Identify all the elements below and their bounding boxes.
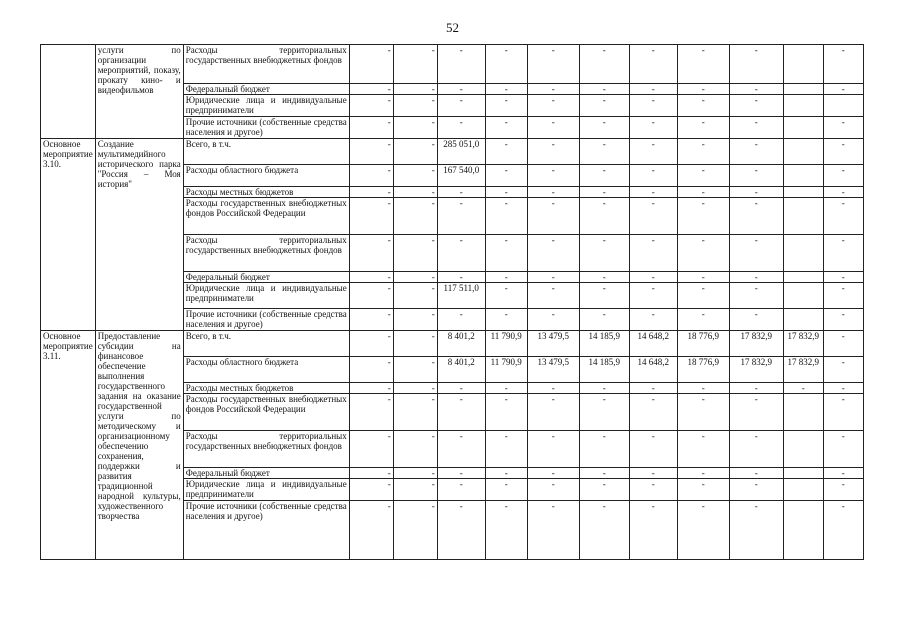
value-cell: - — [729, 95, 783, 117]
source-cell: Юридические лица и индивидуальные предприниматели — [183, 283, 349, 309]
value-cell: - — [823, 331, 863, 357]
source-cell: Федеральный бюджет — [183, 272, 349, 283]
value-cell: 17 832,9 — [783, 357, 823, 383]
value-cell: - — [527, 394, 579, 431]
value-cell: - — [677, 165, 729, 187]
page-number: 52 — [446, 20, 459, 35]
value-cell: - — [629, 139, 677, 165]
value-cell: - — [393, 479, 437, 501]
value-cell: - — [823, 187, 863, 198]
value-cell: - — [485, 139, 527, 165]
value-cell: - — [437, 187, 485, 198]
description-cell: Создание мультимедийного исторического парка "Россия – Моя история" — [95, 139, 183, 331]
value-cell: - — [485, 431, 527, 468]
value-cell: - — [437, 468, 485, 479]
description-cell: услуги по организации мероприятий, показу, прокату кино- и видеофильмов — [95, 45, 183, 139]
value-cell: - — [437, 45, 485, 84]
value-cell: - — [349, 501, 393, 560]
value-cell: - — [823, 383, 863, 394]
value-cell: - — [823, 117, 863, 139]
value-cell: 18 776,9 — [677, 357, 729, 383]
value-cell: - — [677, 45, 729, 84]
value-cell: - — [579, 165, 629, 187]
value-cell: - — [823, 198, 863, 235]
value-cell: - — [437, 431, 485, 468]
value-cell — [783, 198, 823, 235]
value-cell: - — [729, 309, 783, 331]
source-cell: Расходы государственных внебюджетных фондов Российской Федерации — [183, 394, 349, 431]
value-cell: 18 776,9 — [677, 331, 729, 357]
value-cell: - — [823, 235, 863, 272]
value-cell: - — [393, 357, 437, 383]
source-cell: Расходы территориальных государственных внебюджетных фондов — [183, 45, 349, 84]
value-cell: - — [485, 95, 527, 117]
value-cell: - — [579, 501, 629, 560]
value-cell: - — [393, 235, 437, 272]
value-cell: 11 790,9 — [485, 331, 527, 357]
value-cell: - — [437, 84, 485, 95]
value-cell: - — [393, 84, 437, 95]
value-cell: - — [629, 95, 677, 117]
value-cell: - — [527, 198, 579, 235]
value-cell: - — [393, 501, 437, 560]
value-cell — [783, 84, 823, 95]
value-cell: - — [579, 198, 629, 235]
value-cell: - — [437, 394, 485, 431]
value-cell: - — [527, 283, 579, 309]
value-cell: - — [349, 383, 393, 394]
value-cell: 285 051,0 — [437, 139, 485, 165]
value-cell: 14 648,2 — [629, 357, 677, 383]
table-body — [41, 45, 864, 560]
source-cell: Расходы областного бюджета — [183, 357, 349, 383]
value-cell: - — [677, 198, 729, 235]
value-cell: - — [393, 272, 437, 283]
value-cell: - — [677, 95, 729, 117]
value-cell: - — [783, 383, 823, 394]
value-cell: - — [485, 272, 527, 283]
value-cell: - — [823, 468, 863, 479]
value-cell: - — [527, 383, 579, 394]
value-cell: - — [629, 165, 677, 187]
value-cell: - — [823, 479, 863, 501]
value-cell: - — [579, 309, 629, 331]
value-cell: - — [823, 84, 863, 95]
value-cell: - — [485, 117, 527, 139]
value-cell: - — [349, 357, 393, 383]
value-cell: - — [437, 198, 485, 235]
value-cell: - — [485, 45, 527, 84]
value-cell: - — [349, 468, 393, 479]
value-cell — [783, 468, 823, 479]
value-cell: 11 790,9 — [485, 357, 527, 383]
value-cell: - — [629, 501, 677, 560]
value-cell: - — [579, 394, 629, 431]
value-cell: - — [349, 235, 393, 272]
value-cell: - — [349, 394, 393, 431]
value-cell: - — [527, 272, 579, 283]
value-cell: - — [677, 309, 729, 331]
value-cell: 13 479,5 — [527, 357, 579, 383]
value-cell: 13 479,5 — [527, 331, 579, 357]
event-cell: Основное мероприятие 3.10. — [41, 139, 96, 331]
value-cell: - — [629, 45, 677, 84]
value-cell: - — [485, 165, 527, 187]
value-cell: - — [349, 479, 393, 501]
value-cell: - — [579, 117, 629, 139]
value-cell — [783, 165, 823, 187]
value-cell: - — [579, 479, 629, 501]
source-cell: Расходы территориальных государственных внебюджетных фондов — [183, 235, 349, 272]
value-cell: - — [349, 139, 393, 165]
value-cell: - — [393, 165, 437, 187]
value-cell: - — [527, 235, 579, 272]
source-cell: Юридические лица и индивидуальные предприниматели — [183, 95, 349, 117]
value-cell: - — [393, 117, 437, 139]
value-cell: - — [437, 479, 485, 501]
value-cell: - — [823, 357, 863, 383]
value-cell: - — [629, 431, 677, 468]
value-cell — [783, 45, 823, 84]
value-cell: - — [393, 431, 437, 468]
value-cell — [783, 235, 823, 272]
value-cell: - — [729, 468, 783, 479]
value-cell: - — [349, 84, 393, 95]
value-cell — [783, 95, 823, 117]
description-cell: Предоставление субсидии на финансовое обеспечение выполнения государственного задания на оказание государственной услуги по методическому и организационному обеспечению сохранения, поддержки и развития традиционной народной культуры, художественного творчества — [95, 331, 183, 560]
value-cell: - — [485, 84, 527, 95]
value-cell: - — [629, 272, 677, 283]
value-cell: - — [729, 283, 783, 309]
value-cell: - — [677, 139, 729, 165]
event-cell: Основное мероприятие 3.11. — [41, 331, 96, 560]
value-cell: - — [349, 187, 393, 198]
value-cell: - — [485, 394, 527, 431]
value-cell: - — [579, 431, 629, 468]
value-cell: - — [485, 309, 527, 331]
value-cell: 8 401,2 — [437, 331, 485, 357]
value-cell: - — [823, 45, 863, 84]
value-cell: - — [579, 272, 629, 283]
value-cell: - — [437, 272, 485, 283]
value-cell: - — [437, 235, 485, 272]
value-cell: - — [393, 394, 437, 431]
value-cell: - — [579, 187, 629, 198]
value-cell: - — [579, 45, 629, 84]
value-cell: - — [823, 501, 863, 560]
value-cell: - — [437, 383, 485, 394]
value-cell: - — [823, 394, 863, 431]
value-cell: - — [729, 139, 783, 165]
value-cell: - — [349, 309, 393, 331]
value-cell: - — [629, 187, 677, 198]
table-row — [41, 331, 864, 357]
value-cell: - — [729, 383, 783, 394]
value-cell: - — [677, 84, 729, 95]
value-cell — [783, 501, 823, 560]
value-cell: - — [629, 309, 677, 331]
value-cell: - — [349, 198, 393, 235]
value-cell: - — [485, 283, 527, 309]
value-cell: - — [485, 501, 527, 560]
value-cell: - — [437, 501, 485, 560]
value-cell: - — [393, 309, 437, 331]
value-cell: - — [677, 431, 729, 468]
value-cell: 117 511,0 — [437, 283, 485, 309]
value-cell: - — [349, 431, 393, 468]
value-cell: - — [629, 198, 677, 235]
value-cell — [783, 139, 823, 165]
value-cell: - — [729, 431, 783, 468]
value-cell: - — [349, 117, 393, 139]
value-cell — [783, 394, 823, 431]
value-cell: - — [485, 383, 527, 394]
source-cell: Расходы государственных внебюджетных фондов Российской Федерации — [183, 198, 349, 235]
budget-table — [40, 44, 864, 560]
value-cell: - — [349, 283, 393, 309]
source-cell: Расходы областного бюджета — [183, 165, 349, 187]
value-cell: - — [729, 235, 783, 272]
value-cell: - — [729, 272, 783, 283]
value-cell — [783, 272, 823, 283]
value-cell: - — [527, 309, 579, 331]
value-cell: - — [349, 272, 393, 283]
value-cell: - — [437, 309, 485, 331]
value-cell: 17 832,9 — [729, 331, 783, 357]
value-cell: - — [527, 139, 579, 165]
value-cell: - — [629, 383, 677, 394]
value-cell: - — [485, 468, 527, 479]
value-cell: - — [729, 198, 783, 235]
value-cell: - — [729, 84, 783, 95]
source-cell: Расходы местных бюджетов — [183, 383, 349, 394]
value-cell: - — [527, 84, 579, 95]
value-cell: - — [485, 479, 527, 501]
value-cell: - — [823, 165, 863, 187]
value-cell: 17 832,9 — [783, 331, 823, 357]
source-cell: Расходы территориальных государственных внебюджетных фондов — [183, 431, 349, 468]
value-cell: - — [579, 235, 629, 272]
value-cell: - — [527, 479, 579, 501]
value-cell: - — [393, 187, 437, 198]
value-cell: - — [527, 45, 579, 84]
value-cell: - — [677, 283, 729, 309]
value-cell: - — [527, 117, 579, 139]
value-cell: 167 540,0 — [437, 165, 485, 187]
value-cell: - — [629, 117, 677, 139]
value-cell: - — [729, 45, 783, 84]
value-cell: - — [349, 45, 393, 84]
value-cell: - — [823, 283, 863, 309]
value-cell: - — [677, 235, 729, 272]
value-cell: - — [579, 84, 629, 95]
value-cell: - — [485, 198, 527, 235]
value-cell: - — [349, 165, 393, 187]
value-cell — [783, 309, 823, 331]
value-cell: 14 648,2 — [629, 331, 677, 357]
value-cell: - — [393, 383, 437, 394]
value-cell: - — [677, 383, 729, 394]
event-cell — [41, 45, 96, 139]
value-cell: - — [823, 431, 863, 468]
value-cell: - — [527, 95, 579, 117]
value-cell: 17 832,9 — [729, 357, 783, 383]
value-cell: - — [437, 117, 485, 139]
value-cell: - — [393, 139, 437, 165]
value-cell: - — [729, 479, 783, 501]
value-cell: - — [629, 283, 677, 309]
value-cell: - — [677, 468, 729, 479]
value-cell: - — [579, 139, 629, 165]
source-cell: Всего, в т.ч. — [183, 331, 349, 357]
value-cell: - — [579, 283, 629, 309]
value-cell: - — [527, 501, 579, 560]
value-cell: - — [729, 187, 783, 198]
table-row — [41, 139, 864, 165]
value-cell: - — [393, 283, 437, 309]
source-cell: Федеральный бюджет — [183, 84, 349, 95]
value-cell: 14 185,9 — [579, 331, 629, 357]
value-cell: - — [527, 431, 579, 468]
value-cell: - — [629, 468, 677, 479]
source-cell: Расходы местных бюджетов — [183, 187, 349, 198]
value-cell: - — [527, 468, 579, 479]
value-cell: 8 401,2 — [437, 357, 485, 383]
value-cell: - — [677, 479, 729, 501]
value-cell: - — [393, 198, 437, 235]
value-cell: - — [393, 95, 437, 117]
source-cell: Всего, в т.ч. — [183, 139, 349, 165]
value-cell: - — [677, 117, 729, 139]
value-cell: - — [729, 501, 783, 560]
value-cell: - — [437, 95, 485, 117]
value-cell: 14 185,9 — [579, 357, 629, 383]
value-cell: - — [629, 235, 677, 272]
source-cell: Прочие источники (собственные средства населения и другое) — [183, 501, 349, 560]
value-cell: - — [629, 84, 677, 95]
value-cell — [783, 117, 823, 139]
value-cell — [783, 283, 823, 309]
value-cell: - — [349, 95, 393, 117]
value-cell: - — [349, 331, 393, 357]
value-cell — [783, 479, 823, 501]
source-cell: Прочие источники (собственные средства населения и другое) — [183, 309, 349, 331]
value-cell: - — [823, 272, 863, 283]
value-cell: - — [677, 501, 729, 560]
value-cell: - — [485, 187, 527, 198]
source-cell: Федеральный бюджет — [183, 468, 349, 479]
value-cell: - — [677, 187, 729, 198]
source-cell: Прочие источники (собственные средства населения и другое) — [183, 117, 349, 139]
value-cell: - — [393, 45, 437, 84]
table-row — [41, 45, 864, 84]
value-cell: - — [677, 394, 729, 431]
value-cell: - — [527, 165, 579, 187]
value-cell: - — [579, 383, 629, 394]
value-cell: - — [677, 272, 729, 283]
value-cell — [823, 95, 863, 117]
value-cell: - — [579, 95, 629, 117]
source-cell: Юридические лица и индивидуальные предприниматели — [183, 479, 349, 501]
value-cell: - — [527, 187, 579, 198]
value-cell: - — [579, 468, 629, 479]
value-cell: - — [629, 479, 677, 501]
value-cell — [783, 431, 823, 468]
value-cell: - — [393, 331, 437, 357]
value-cell: - — [393, 468, 437, 479]
value-cell: - — [729, 165, 783, 187]
value-cell — [783, 187, 823, 198]
value-cell: - — [485, 235, 527, 272]
value-cell: - — [729, 394, 783, 431]
value-cell: - — [629, 394, 677, 431]
value-cell: - — [823, 309, 863, 331]
value-cell: - — [729, 117, 783, 139]
value-cell: - — [823, 139, 863, 165]
